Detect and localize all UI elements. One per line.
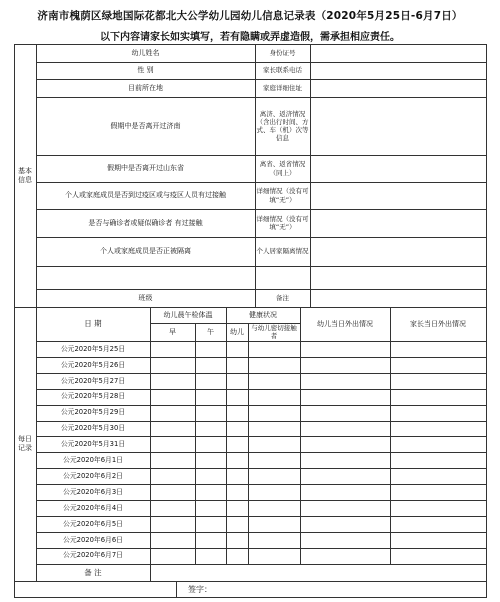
table-rule xyxy=(486,44,487,598)
column-header-noon: 午 xyxy=(207,327,214,336)
table-rule xyxy=(36,97,487,98)
basic-field-label xyxy=(255,266,310,289)
table-rule xyxy=(36,289,487,290)
table-rule xyxy=(36,357,487,358)
table-rule xyxy=(150,307,151,582)
date-row-label: 公元2020年6月7日 xyxy=(63,551,123,560)
section-label-basic: 基本 信息 xyxy=(18,166,32,184)
date-row-label: 公元2020年6月3日 xyxy=(63,487,123,496)
document-subtitle: 以下内容请家长如实填写，若有隐瞒或弄虚造假，需承担相应责任。 xyxy=(100,32,400,43)
table-rule xyxy=(14,44,15,598)
table-rule xyxy=(36,373,487,374)
table-rule xyxy=(36,44,37,582)
column-header-child-outing: 幼儿当日外出情况 xyxy=(317,319,373,328)
table-rule xyxy=(226,323,301,324)
signature-label: 签字： xyxy=(188,585,212,594)
table-rule xyxy=(36,209,487,210)
column-header-parent-outing: 家长当日外出情况 xyxy=(410,319,466,328)
date-row-label: 公元2020年5月26日 xyxy=(60,360,126,369)
table-rule xyxy=(36,155,487,156)
basic-field-label: 个人居家隔离情况 xyxy=(256,247,309,256)
date-row-label: 公元2020年6月4日 xyxy=(63,503,123,512)
table-rule xyxy=(36,182,487,183)
remarks-label: 备 注 xyxy=(84,567,102,577)
column-header-temperature: 幼儿晨午检体温 xyxy=(163,310,213,319)
table-rule xyxy=(36,468,487,469)
table-rule xyxy=(36,237,487,238)
table-rule xyxy=(36,516,487,517)
date-row-label: 公元2020年5月28日 xyxy=(60,392,126,401)
date-row-label: 公元2020年5月29日 xyxy=(60,408,126,417)
table-rule xyxy=(36,564,487,565)
column-header-contact: 与幼儿密切接触者 xyxy=(251,323,297,340)
table-rule xyxy=(150,323,227,324)
basic-field-label: 详细情况（没有可填“无”） xyxy=(256,214,309,231)
basic-field-label: 个人或家庭成员是否正被隔离 xyxy=(100,247,191,256)
date-row-label: 公元2020年5月30日 xyxy=(60,424,126,433)
table-rule xyxy=(14,307,487,308)
basic-field-label: 备注 xyxy=(276,293,289,302)
column-header-morning: 早 xyxy=(169,327,176,336)
basic-field-label: 幼儿姓名 xyxy=(131,48,160,57)
table-rule xyxy=(36,500,487,501)
table-rule xyxy=(36,548,487,549)
table-rule xyxy=(36,436,487,437)
basic-field-label: 身份证号 xyxy=(269,48,296,57)
table-rule xyxy=(176,581,177,598)
table-rule xyxy=(36,266,487,267)
basic-field-label: 离省、返省情况（同上） xyxy=(259,160,306,177)
date-row-label: 公元2020年5月31日 xyxy=(60,440,126,449)
table-rule xyxy=(36,532,487,533)
table-rule xyxy=(14,581,487,582)
table-rule xyxy=(255,44,256,308)
table-rule xyxy=(36,421,487,422)
table-rule xyxy=(14,597,487,598)
column-header-health: 健康状况 xyxy=(249,310,277,319)
basic-field-label: 性 别 xyxy=(137,66,154,75)
basic-field-label: 班级 xyxy=(138,293,153,302)
date-row-label: 公元2020年6月6日 xyxy=(63,535,123,544)
basic-field-label: 假期中是否离开过山东省 xyxy=(107,164,184,173)
basic-field-label: 详细情况（没有可填“无”） xyxy=(256,187,309,204)
basic-field-label: 家长联系电话 xyxy=(263,66,302,75)
basic-field-label xyxy=(36,266,255,289)
date-row-label: 公元2020年6月1日 xyxy=(63,456,123,464)
basic-field-label: 目前所在地 xyxy=(128,83,163,92)
table-rule xyxy=(36,452,487,453)
table-rule xyxy=(14,44,487,45)
table-rule xyxy=(195,323,196,565)
basic-field-label: 家庭详细住址 xyxy=(263,83,302,92)
basic-field-label: 假期中是否离开过济南 xyxy=(110,121,181,130)
table-rule xyxy=(36,484,487,485)
table-rule xyxy=(248,323,249,565)
column-header-child: 幼儿 xyxy=(230,327,244,336)
table-rule xyxy=(36,62,487,63)
date-row-label: 公元2020年5月27日 xyxy=(60,376,126,385)
table-rule xyxy=(36,389,487,390)
table-rule xyxy=(36,79,487,80)
date-row-label: 公元2020年6月5日 xyxy=(63,519,123,528)
table-rule xyxy=(310,44,311,308)
table-rule xyxy=(36,405,487,406)
date-row-label: 公元2020年6月2日 xyxy=(63,471,123,480)
column-header-date: 日 期 xyxy=(84,319,102,329)
document-title: 济南市槐荫区绿地国际花都北大公学幼儿园幼儿信息记录表（2020年5月25日-6月7日） xyxy=(37,10,463,22)
table-rule xyxy=(36,341,487,342)
basic-field-label: 是否与确诊者或疑似确诊者 有过接触 xyxy=(88,218,203,227)
section-label-daily: 每日 记录 xyxy=(18,435,32,452)
date-row-label: 公元2020年5月25日 xyxy=(60,344,126,353)
basic-field-label: 个人或家庭成员是否到过疫区或与疫区人员有过接触 xyxy=(65,191,226,200)
basic-field-label: 离济、返济情况（含出行时间、方式、车（机）次等信息 xyxy=(256,109,309,143)
